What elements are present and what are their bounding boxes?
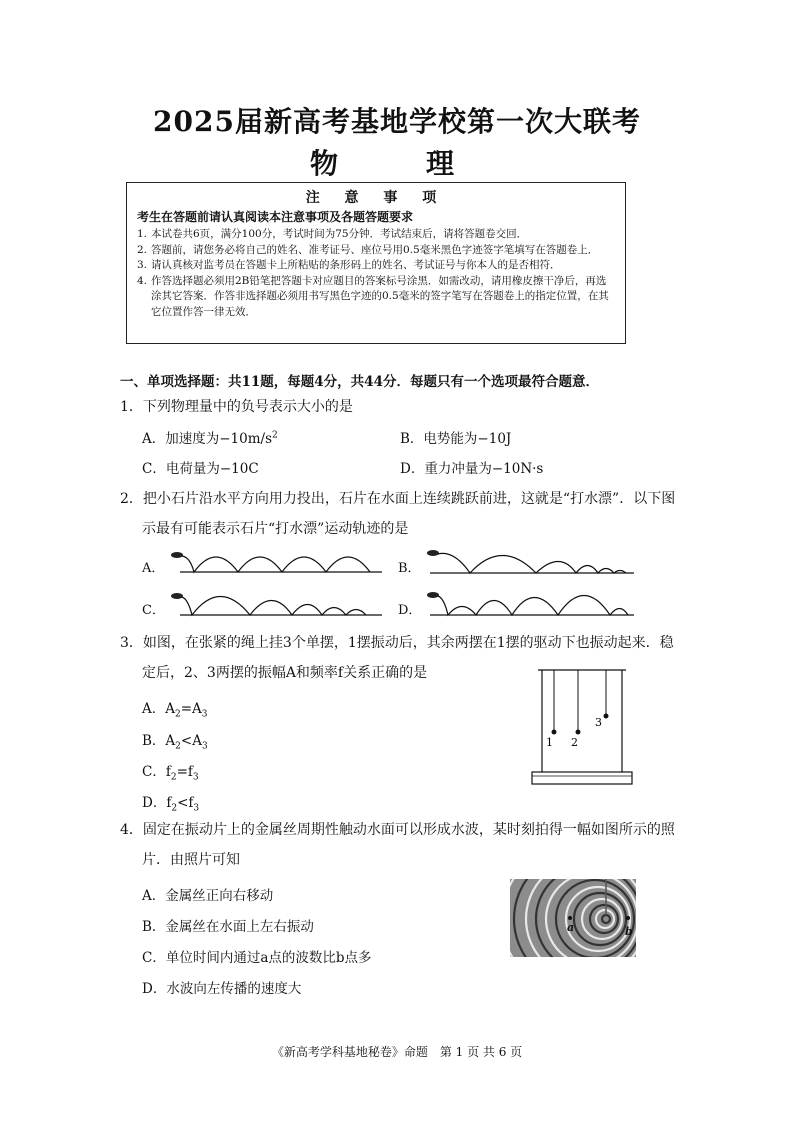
- stone-icon: [171, 593, 183, 599]
- stone-icon: [427, 550, 439, 556]
- notice-item: [137, 243, 615, 259]
- page-footer: 《新高考学科基地秘卷》命题 第 1 页 共 6 页: [271, 1045, 523, 1059]
- notice-box: [126, 182, 626, 344]
- notice-item-text: 答题前，请您务必将自己的姓名、准考证号、座位号用0.5毫米黑色字迹签字笔填写在答题卷上．: [151, 243, 599, 256]
- q3-option-d-sub: 3: [193, 803, 200, 814]
- q3-option-a-part: A．A: [142, 701, 175, 717]
- notice-title: 注 意 事 项: [305, 190, 447, 206]
- notice-item-num: 1.: [137, 228, 148, 240]
- q4-option-b: B．金属丝在水面上左右振动: [142, 919, 314, 935]
- q3-option-c-part: =f: [176, 764, 193, 780]
- q4-option-c: C．单位时间内通过a点的波数比b点多: [142, 950, 372, 966]
- pendulum-label-1: 1: [546, 736, 553, 749]
- q2-stem-line2: [120, 514, 408, 545]
- notice-item-text: 请认真核对监考员在答题卡上所粘贴的条形码上的姓名、考试证号与你本人的是否相符．: [151, 259, 561, 271]
- q4-option-a: A．金属丝正向右移动: [142, 888, 274, 904]
- q3-option-d-part: <f: [177, 795, 194, 811]
- notice-item-text: 本试卷共6页，满分100分，考试时间为75分钟．考试结束后，请将答题卷交回．: [151, 228, 528, 240]
- notice-item: [137, 258, 615, 274]
- q1-option-c: C．电荷量为−10C: [142, 461, 259, 477]
- notice-subtitle: 考生在答题前请认真阅读本注意事项及各题答题要求: [137, 210, 414, 224]
- notice-item-text: 作答选择题必须用2B铅笔把答题卡对应题目的答案标号涂黑．如需改动，请用橡皮擦干净后，再选涂其它答案．作答非选择题必须用书写黑色字迹的0.5毫米的签字笔写在答题卷上的指定位置，在其它位置作答一律无效．: [151, 274, 609, 318]
- section-heading: 一、单项选择题：共11题，每题4分，共44分．每题只有一个选项最符合题意．: [120, 374, 599, 390]
- q3-option-b-part: B．A: [142, 733, 176, 749]
- q2-trajectory-d: [424, 590, 638, 622]
- q3-option-a: [142, 697, 208, 720]
- notice-list: [137, 227, 615, 320]
- q1-option-a-text: A．加速度为−10m/s: [142, 431, 273, 447]
- q3-option-c: [142, 760, 199, 783]
- notice-item: [137, 227, 615, 243]
- q3-option-b-part: <A: [180, 733, 202, 749]
- notice-item-num: 2.: [137, 243, 148, 256]
- q4-stem-line2-text: 片．由照片可知: [142, 852, 240, 868]
- q3-option-c-sub: 2: [170, 772, 177, 783]
- q3-option-b: [142, 729, 208, 752]
- q3-option-c-sub: 3: [192, 772, 199, 783]
- pendulum-label-2: 2: [571, 736, 578, 749]
- water-wave-photo: [510, 879, 636, 957]
- q1-stem: 1．下列物理量中的负号表示大小的是: [120, 399, 353, 415]
- stone-icon: [171, 552, 183, 558]
- q3-option-a-part: =A: [180, 701, 202, 717]
- notice-item-num: 4.: [137, 274, 148, 287]
- q2-trajectory-a: [166, 548, 386, 580]
- q3-stem-line1: 3．如图，在张紧的绳上挂3个单摆，1摆振动后，其余两摆在1摆的驱动下也振动起来．稳: [120, 635, 674, 651]
- pendulum-diagram: [528, 662, 638, 788]
- notice-item-num: 3.: [137, 259, 148, 271]
- point-label-a: a: [567, 921, 575, 934]
- q2-label-b: B．: [398, 561, 421, 576]
- q3-option-a-sub: 3: [201, 709, 208, 720]
- q2-label-c: C．: [142, 603, 165, 618]
- q3-option-d-part: D．f: [142, 795, 172, 811]
- q3-option-d: [142, 791, 199, 814]
- pendulum-label-3: 3: [595, 716, 602, 729]
- q2-stem-line2-text: 示最有可能表示石片“打水漂”运动轨迹的是: [142, 521, 409, 537]
- q2-trajectory-c: [166, 590, 386, 622]
- q3-option-a-sub: 2: [175, 709, 181, 720]
- q1-option-a-sup: 2: [272, 430, 278, 441]
- q3-option-d-sub: 2: [171, 803, 178, 814]
- q1-option-a: [142, 427, 278, 447]
- q4-stem-line1: 4．固定在振动片上的金属丝周期性触动水面可以形成水波，某时刻拍得一幅如图所示的照: [120, 822, 675, 838]
- q2-label-a: A．: [142, 561, 165, 576]
- subject-title: 物 理: [309, 147, 484, 180]
- stone-icon: [427, 592, 439, 598]
- q3-stem-line2-text: 定后，2、3两摆的振幅A和频率f关系正确的是: [142, 665, 428, 681]
- exam-title: 2025届新高考基地学校第一次大联考: [153, 105, 641, 138]
- q2-stem-line1: 2．把小石片沿水平方向用力投出，石片在水面上连续跳跃前进，这就是“打水漂”．以下图: [120, 491, 676, 507]
- q3-option-b-sub: 2: [175, 741, 181, 752]
- q1-option-b: B．电势能为−10J: [400, 431, 512, 447]
- point-label-b: b: [625, 925, 633, 938]
- q4-option-d: D．水波向左传播的速度大: [142, 981, 302, 997]
- q2-label-d: D．: [398, 603, 422, 618]
- q3-option-b-sub: 3: [201, 741, 208, 752]
- q2-trajectory-b: [424, 548, 638, 580]
- q3-option-c-part: C．f: [142, 764, 171, 780]
- notice-item: [137, 274, 615, 321]
- q3-stem-line2: [120, 658, 427, 689]
- q1-option-d: D．重力冲量为−10N·s: [400, 461, 544, 477]
- q4-stem-line2: [120, 845, 240, 876]
